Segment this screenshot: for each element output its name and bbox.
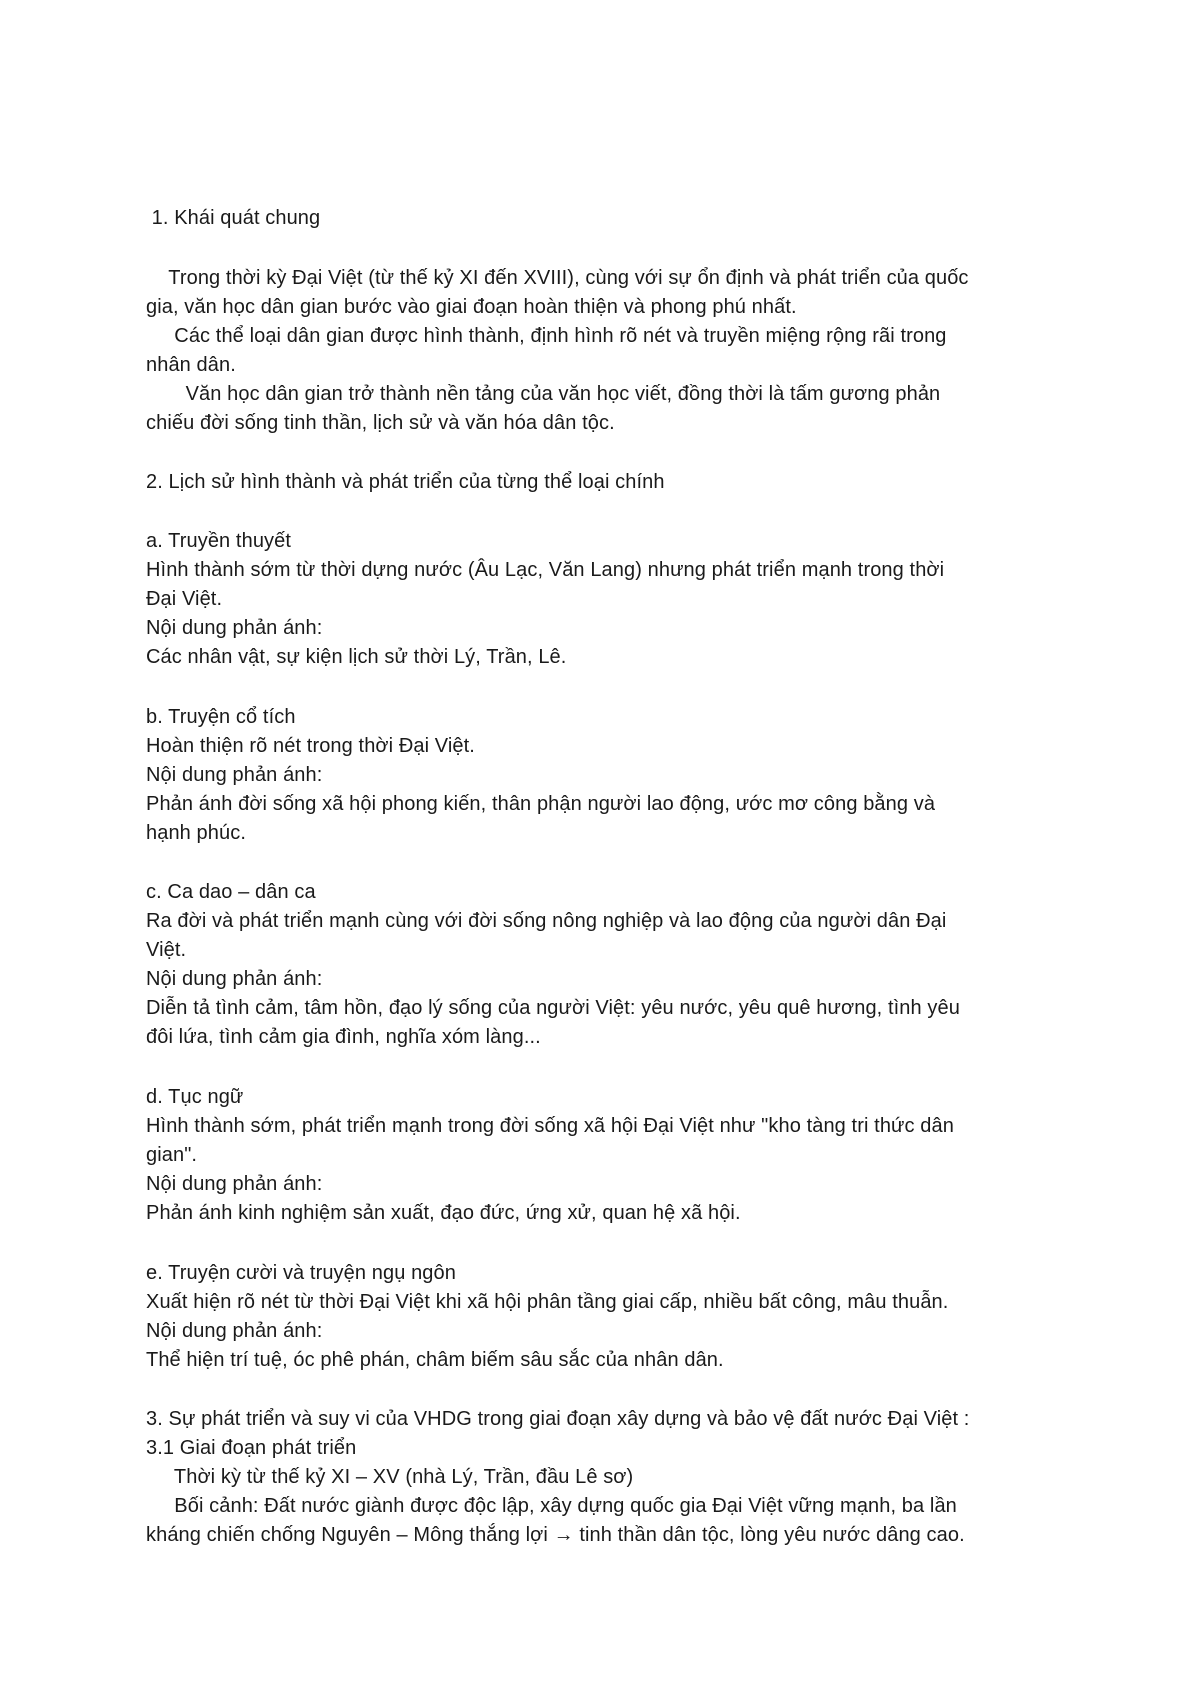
genre-b-line1: Hoàn thiện rõ nét trong thời Đại Việt. xyxy=(146,735,475,757)
section3-subheading: 3.1 Giai đoạn phát triển xyxy=(146,1437,357,1459)
section1-para1-line2: gia, văn học dân gian bước vào giai đoạn hoàn thiện và phong phú nhất. xyxy=(146,296,797,318)
genre-d-title: d. Tục ngữ xyxy=(146,1086,244,1108)
section1-para2-line1: Các thể loại dân gian được hình thành, định hình rõ nét và truyền miệng rộng rãi trong xyxy=(146,325,947,347)
genre-c-content-line2: đôi lứa, tình cảm gia đình, nghĩa xóm làng... xyxy=(146,1026,541,1048)
genre-e-line1: Xuất hiện rõ nét từ thời Đại Việt khi xã hội phân tầng giai cấp, nhiều bất công, mâu thuẫn. xyxy=(146,1291,949,1313)
genre-d-label: Nội dung phản ánh: xyxy=(146,1173,323,1195)
genre-c-line1: Ra đời và phát triển mạnh cùng với đời sống nông nghiệp và lao động của người dân Đại xyxy=(146,910,947,932)
genre-e-content: Thể hiện trí tuệ, óc phê phán, châm biếm sâu sắc của nhân dân. xyxy=(146,1349,724,1371)
genre-d-content: Phản ánh kinh nghiệm sản xuất, đạo đức, ứng xử, quan hệ xã hội. xyxy=(146,1202,741,1224)
section1-para3-line1: Văn học dân gian trở thành nền tảng của văn học viết, đồng thời là tấm gương phản xyxy=(146,383,941,405)
genre-a-label: Nội dung phản ánh: xyxy=(146,617,323,639)
genre-a-content: Các nhân vật, sự kiện lịch sử thời Lý, Trần, Lê. xyxy=(146,646,567,668)
genre-b-label: Nội dung phản ánh: xyxy=(146,764,323,786)
genre-a-title: a. Truyền thuyết xyxy=(146,530,292,552)
genre-c-line2: Việt. xyxy=(146,939,187,961)
genre-e-title: e. Truyện cười và truyện ngụ ngôn xyxy=(146,1262,456,1284)
genre-b-content-line1: Phản ánh đời sống xã hội phong kiến, thân phận người lao động, ước mơ công bằng và xyxy=(146,793,936,815)
genre-d-line2: gian". xyxy=(146,1144,198,1166)
section3-context-line2: kháng chiến chống Nguyên – Mông thắng lợi → tinh thần dân tộc, lòng yêu nước dâng cao. xyxy=(146,1524,965,1546)
section1-para3-line2: chiếu đời sống tinh thần, lịch sử và văn hóa dân tộc. xyxy=(146,412,615,434)
genre-a-line2: Đại Việt. xyxy=(146,588,223,610)
genre-e-label: Nội dung phản ánh: xyxy=(146,1320,323,1342)
section1-heading: 1. Khái quát chung xyxy=(146,207,321,229)
genre-b-content-line2: hạnh phúc. xyxy=(146,822,246,844)
section1-para1-line1: Trong thời kỳ Đại Việt (từ thế kỷ XI đến XVIII), cùng với sự ổn định và phát triển của quốc xyxy=(146,267,969,289)
genre-c-content-line1: Diễn tả tình cảm, tâm hồn, đạo lý sống của người Việt: yêu nước, yêu quê hương, tình yêu xyxy=(146,997,960,1019)
section2-heading: 2. Lịch sử hình thành và phát triển của từng thể loại chính xyxy=(146,471,665,493)
genre-c-title: c. Ca dao – dân ca xyxy=(146,881,316,903)
section3-context-line1: Bối cảnh: Đất nước giành được độc lập, xây dựng quốc gia Đại Việt vững mạnh, ba lần xyxy=(146,1495,957,1517)
genre-b-title: b. Truyện cổ tích xyxy=(146,706,296,728)
genre-a-line1: Hình thành sớm từ thời dựng nước (Âu Lạc, Văn Lang) nhưng phát triển mạnh trong thời xyxy=(146,559,945,581)
genre-d-line1: Hình thành sớm, phát triển mạnh trong đời sống xã hội Đại Việt như "kho tàng tri thức dân xyxy=(146,1115,954,1137)
section1-para2-line2: nhân dân. xyxy=(146,354,236,376)
genre-c-label: Nội dung phản ánh: xyxy=(146,968,323,990)
section3-period: Thời kỳ từ thế kỷ XI – XV (nhà Lý, Trần, đầu Lê sơ) xyxy=(146,1466,634,1488)
section3-heading: 3. Sự phát triển và suy vi của VHDG trong giai đoạn xây dựng và bảo vệ đất nước Đại Việt : xyxy=(146,1408,970,1430)
